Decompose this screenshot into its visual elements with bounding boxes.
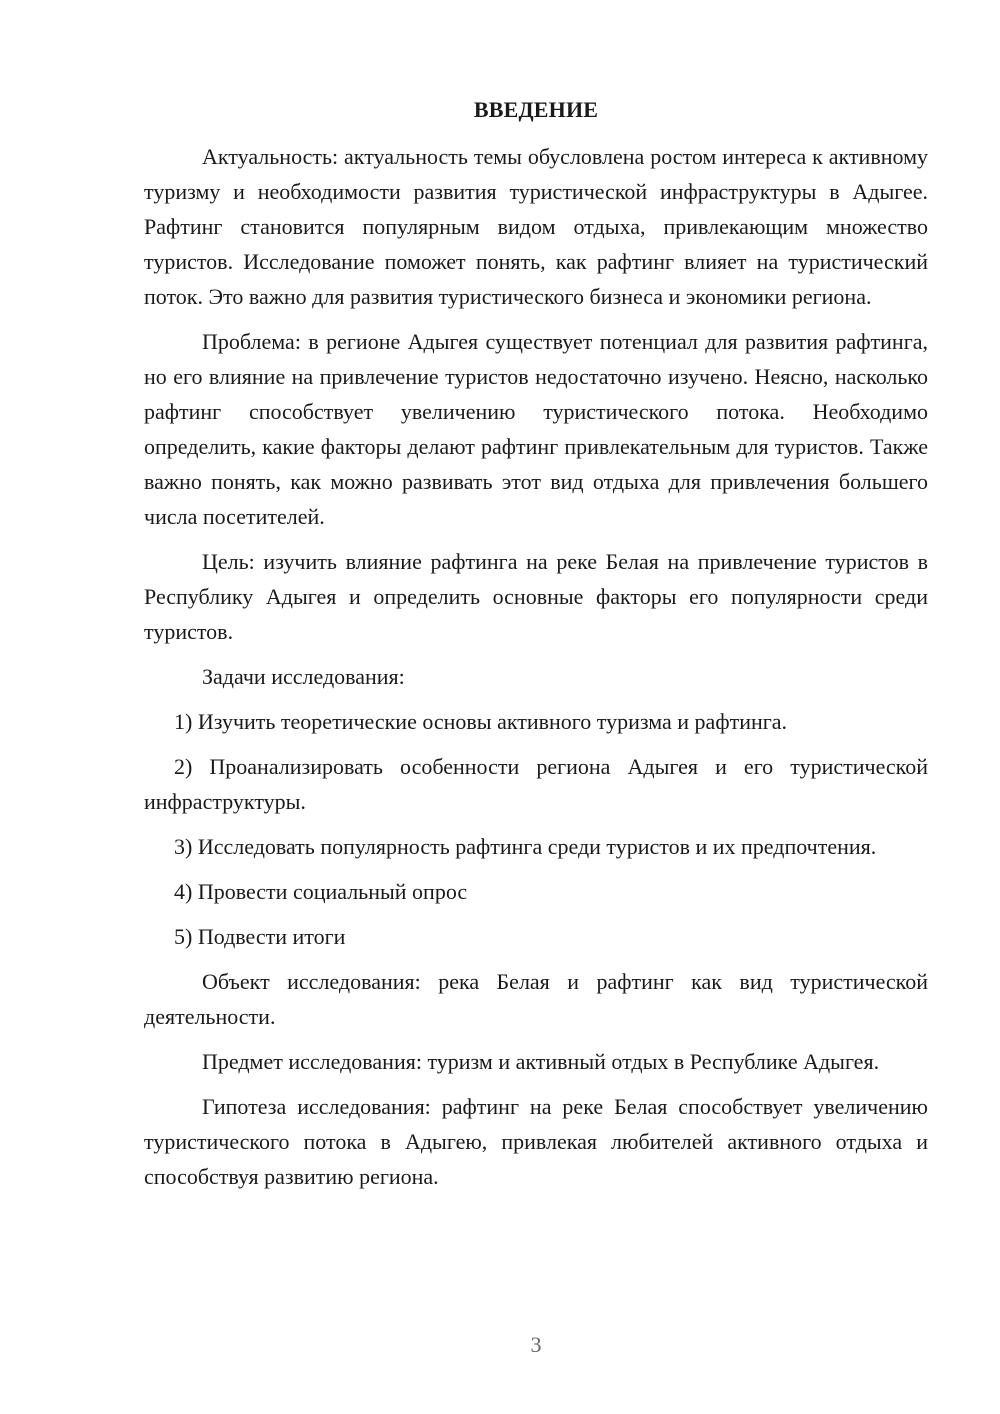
task-item-5: 5) Подвести итоги	[174, 924, 346, 949]
task-item-2: 2) Проанализировать особенности региона Адыгея и его туристической инфраструктуры.	[144, 754, 928, 814]
paragraph-object: Объект исследования: река Белая и рафтинг как вид туристической деятельности.	[144, 969, 928, 1029]
paragraph-tasks-heading: Задачи исследования:	[202, 664, 405, 689]
task-item-1: 1) Изучить теоретические основы активного туризма и рафтинга.	[174, 709, 788, 734]
paragraph-subject: Предмет исследования: туризм и активный отдых в Республике Адыгея.	[202, 1049, 880, 1074]
task-item-4: 4) Провести социальный опрос	[174, 879, 468, 904]
page-content	[144, 92, 928, 1204]
paragraph-relevance: Актуальность: актуальность темы обусловлена ростом интереса к активному туризму и необходимости развития туристической инфраструктуры в Адыгее. Рафтинг становится популярным видом отдыха, привлекающим множество туристов. Исследование поможет понять, как рафтинг влияет на туристический поток. Это важно для развития туристического бизнеса и экономики региона.	[144, 144, 928, 309]
task-item-3: 3) Исследовать популярность рафтинга среди туристов и их предпочтения.	[174, 834, 877, 859]
paragraph-goal: Цель: изучить влияние рафтинга на реке Белая на привлечение туристов в Республику Адыгея и определить основные факторы его популярности среди туристов.	[144, 549, 928, 644]
page-number: 3	[530, 1332, 542, 1357]
paragraph-problem: Проблема: в регионе Адыгея существует потенциал для развития рафтинга, но его влияние на привлечение туристов недостаточно изучено. Неясно, насколько рафтинг способствует увеличению туристического потока. Необходимо определить, какие факторы делают рафтинг привлекательным для туристов. Также важно понять, как можно развивать этот вид отдыха для привлечения большего числа посетителей.	[144, 329, 928, 529]
section-heading: ВВЕДЕНИЕ	[473, 97, 599, 122]
paragraph-hypothesis: Гипотеза исследования: рафтинг на реке Белая способствует увеличению туристического потока в Адыгею, привлекая любителей активного отдыха и способствуя развитию региона.	[144, 1094, 928, 1189]
